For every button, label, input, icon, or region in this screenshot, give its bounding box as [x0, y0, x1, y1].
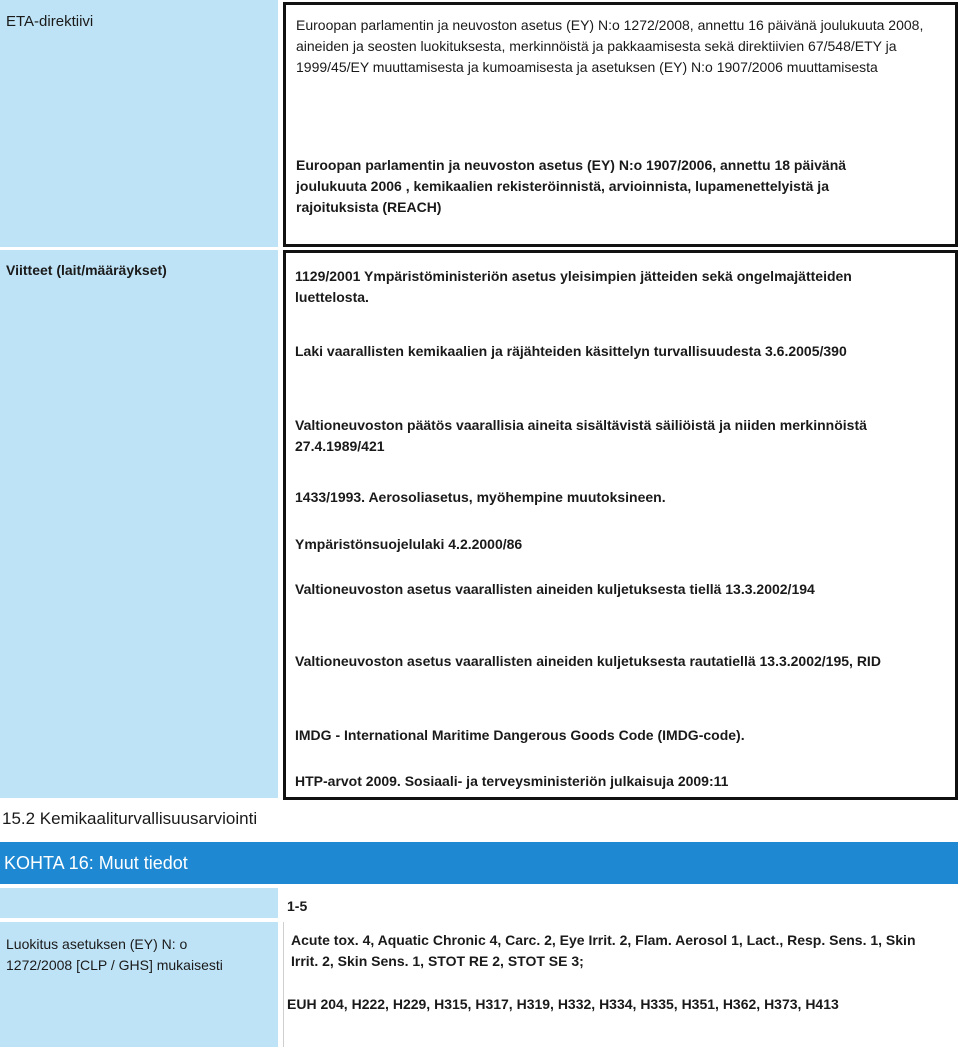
section-16-title: KOHTA 16: Muut tiedot — [4, 853, 188, 873]
reference-item: 1433/1993. Aerosoliasetus, myöhempine muutoksineen. — [295, 489, 666, 505]
eta-label: ETA-direktiivi — [6, 13, 94, 30]
reference-item: Valtioneuvoston päätös vaarallisia aineita sisältävistä säiliöistä ja niiden merkinnöistä 27.4.1989/421 — [295, 417, 867, 454]
reference-item: Valtioneuvoston asetus vaarallisten aineiden kuljetuksesta tiellä 13.3.2002/194 — [295, 581, 815, 597]
section-16-header — [0, 842, 958, 884]
viitteet-content-box — [283, 250, 958, 800]
classification-content — [283, 922, 958, 1047]
reference-item: 1129/2001 Ympäristöministeriön asetus yleisimpien jätteiden sekä ongelmajätteiden luettelosta. — [295, 268, 852, 305]
section-15-2-heading: 15.2 Kemikaaliturvallisuusarviointi — [2, 809, 258, 828]
eta-item-1272: Euroopan parlamentin ja neuvoston asetus (EY) N:o 1272/2008, annettu 16 päivänä joulukuuta 2008, aineiden ja seosten luokituksesta, merkinnöistä ja pakkaamisesta sekä direktiivien 67/548/ETY ja 1999/45/EY muuttamisesta ja kumoamisesta ja asetuksen (EY) N:o 1907/2006 muuttamisesta — [296, 17, 924, 75]
reference-item: Valtioneuvoston asetus vaarallisten aineiden kuljetuksesta rautatiellä 13.3.2002/195, RID — [295, 653, 881, 669]
hazard-statements: EUH 204, H222, H229, H315, H317, H319, H332, H334, H335, H351, H362, H373, H413 — [287, 996, 839, 1012]
eta-item-reach: Euroopan parlamentin ja neuvoston asetus (EY) N:o 1907/2006, annettu 18 päivänä joulukuuta 2006 , kemikaalien rekisteröinnistä, arvioinnista, lupamenettelyistä ja rajoituksista (REACH) — [296, 157, 847, 215]
classification-label-cell — [0, 922, 278, 1047]
reference-item: IMDG - International Maritime Dangerous Goods Code (IMDG-code). — [295, 727, 745, 743]
reference-item: Ympäristönsuojelulaki 4.2.2000/86 — [295, 536, 523, 552]
eta-content-box — [283, 2, 958, 247]
eta-label-cell — [0, 0, 278, 247]
viitteet-label: Viitteet (lait/määräykset) — [6, 262, 167, 278]
classification-label: Luokitus asetuksen (EY) N: o 1272/2008 [CLP / GHS] mukaisesti — [6, 936, 223, 973]
classification-text: Acute tox. 4, Aquatic Chronic 4, Carc. 2, Eye Irrit. 2, Flam. Aerosol 1, Lact., Resp. Sens. 1, Skin Irrit. 2, Skin Sens. 1, STOT RE 2, STOT SE 3; — [291, 932, 916, 969]
reference-item: Laki vaarallisten kemikaalien ja räjähteiden käsittelyn turvallisuudesta 3.6.2005/390 — [295, 343, 847, 359]
viitteet-label-cell — [0, 250, 278, 798]
section-16-row1-label — [0, 888, 278, 918]
reference-item: HTP-arvot 2009. Sosiaali- ja terveysministeriön julkaisuja 2009:11 — [295, 773, 729, 789]
section-16-row1-value: 1-5 — [287, 898, 308, 914]
